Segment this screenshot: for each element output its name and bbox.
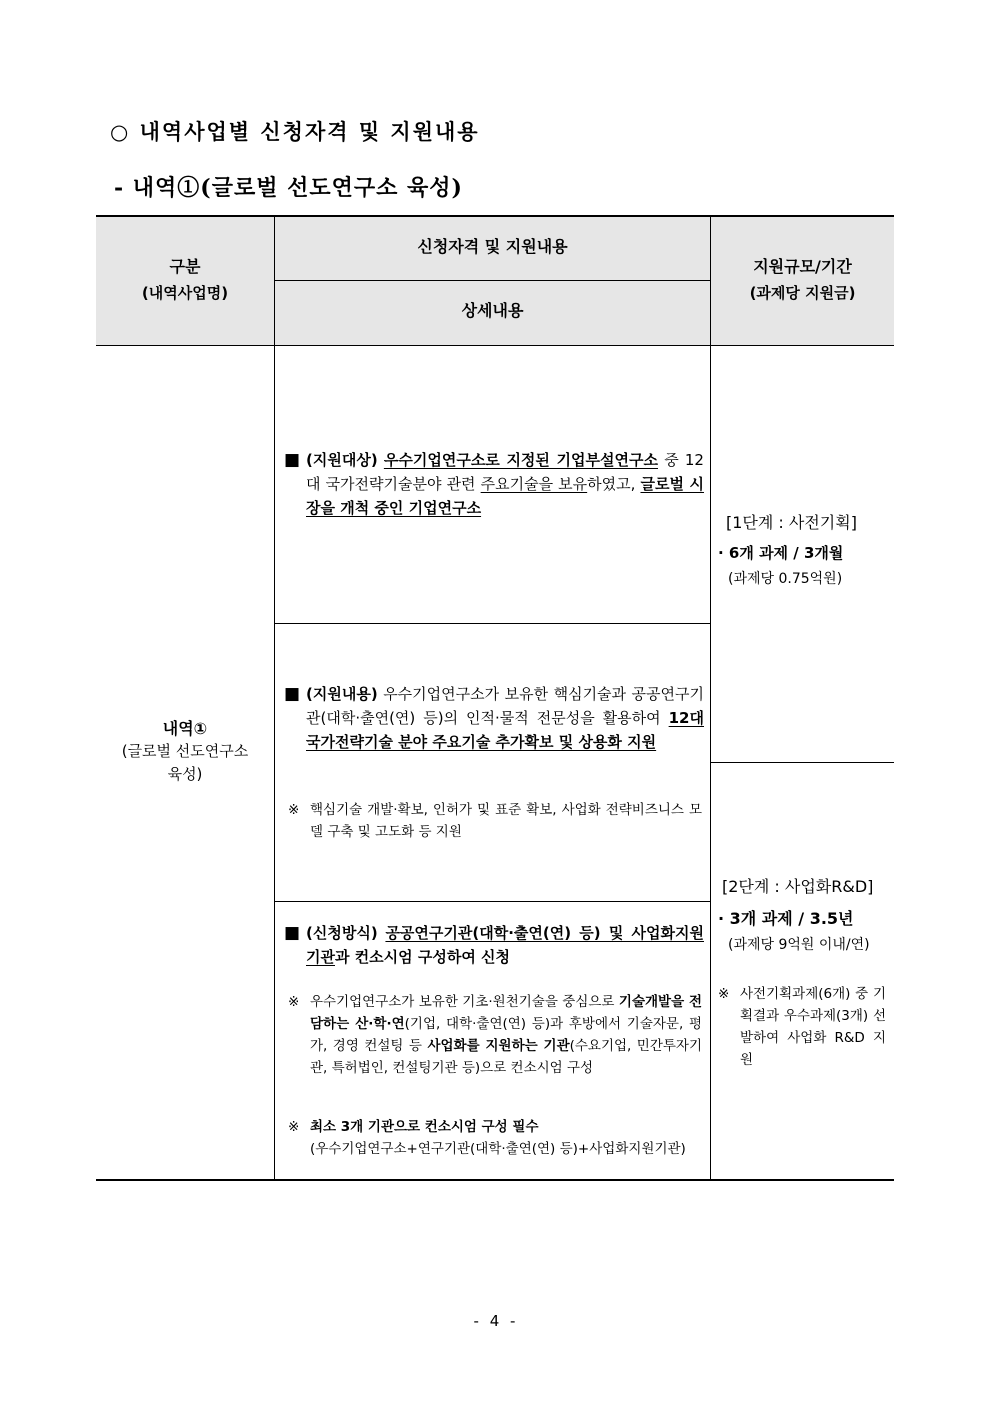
- row-label-sub1: (글로벌 선도연구소: [121, 742, 249, 760]
- row-label: [96, 717, 274, 786]
- application-method-t1: 과 컨소시엄 구성하여 신청: [334, 948, 511, 966]
- stage2-note-text: 사전기획과제(6개) 중 기획결과 우수과제(3개) 선발하여 사업화 R&D 지원: [740, 986, 886, 1068]
- row-divider-2: [274, 901, 711, 902]
- support-target-u3: 글로벌 시장을 개척 중인 기업연구소: [306, 475, 704, 517]
- consortium-note-c: (기업, 대학·출연(연) 등)과 후방에서 기술자문, 평가, 경영 컨설팅 등: [310, 1016, 703, 1054]
- support-target-t2: 하였고,: [587, 475, 636, 493]
- header-col3-subtitle: (과제당 지원금): [749, 284, 856, 302]
- header-col2-top: 신청자격 및 지원내용: [417, 237, 568, 256]
- support-content-block: [284, 682, 704, 754]
- col-divider-2: [710, 216, 711, 1180]
- subsection-heading: - 내역①(글로벌 선도연구소 육성): [114, 175, 463, 201]
- support-content-t1: 우수기업연구소가 보유한 핵심기술과 공공연구기관(대학·출연(연) 등)의 인적·물적 전문성을 활용하여: [306, 685, 704, 727]
- support-target-t1: 중 12대 국가전략기술분야 관련: [306, 451, 704, 493]
- stage2-block: [718, 874, 890, 958]
- reference-mark-icon: ※: [288, 1119, 300, 1135]
- header-mid-line: [274, 280, 711, 281]
- row-label-sub2: 육성): [167, 765, 203, 783]
- row-divider-right: [711, 762, 894, 763]
- minimum-consortium-sub: (우수기업연구소+연구기관(대학·출연(연) 등)+사업화지원기관): [310, 1141, 686, 1157]
- reference-mark-icon: ※: [718, 986, 730, 1002]
- stage1-title: [1단계 : 사전기획]: [726, 513, 857, 532]
- support-content-u1: 12대 국가전략기술 분야 주요기술 추가확보 및 상용화 지원: [306, 709, 704, 751]
- stage1-block: [718, 510, 890, 592]
- consortium-note: [288, 991, 702, 1079]
- table-bottom-border: [96, 1179, 894, 1181]
- consortium-note-b2: 사업화를 지원하는 기관: [427, 1038, 570, 1054]
- support-content-tag: (지원내용): [306, 685, 378, 703]
- reference-mark-icon: ※: [288, 802, 300, 818]
- minimum-consortium-title: 최소 3개 기관으로 컨소시엄 구성 필수: [310, 1119, 539, 1135]
- header-bottom-border: [96, 345, 894, 346]
- stage2-sub: (과제당 9억원 이내/연): [728, 937, 870, 953]
- support-target-block: [284, 448, 704, 520]
- page-number: - 4 -: [473, 1312, 519, 1330]
- square-bullet-icon: ■: [284, 450, 301, 470]
- application-method-block: [284, 921, 704, 969]
- application-method-u1: 공공연구기관(대학·출연(연) 등) 및 사업화지원기관: [306, 924, 704, 966]
- header-col1: [96, 254, 274, 306]
- header-col2-bottom: 상세내용: [461, 301, 524, 320]
- stage2-item: · 3개 과제 / 3.5년: [718, 909, 854, 928]
- header-col3: [711, 254, 894, 306]
- reference-mark-icon: ※: [288, 994, 300, 1010]
- row-divider-1: [274, 623, 711, 624]
- support-target-u1: 우수기업연구소로 지정된 기업부설연구소: [383, 451, 658, 469]
- square-bullet-icon: ■: [284, 923, 301, 943]
- support-target-u2: 주요기술을 보유: [480, 475, 588, 493]
- minimum-consortium-note: [288, 1116, 702, 1160]
- col-divider-1: [274, 216, 275, 1180]
- application-method-tag: (신청방식): [306, 924, 378, 942]
- header-col3-title: 지원규모/기간: [753, 257, 852, 276]
- stage2-title: [2단계 : 사업화R&D]: [722, 877, 874, 896]
- square-bullet-icon: ■: [284, 684, 301, 704]
- stage1-item: · 6개 과제 / 3개월: [718, 544, 844, 562]
- support-content-note-text: 핵심기술 개발·확보, 인허가 및 표준 확보, 사업화 전략비즈니스 모델 구축 및 고도화 등 지원: [310, 802, 702, 840]
- header-col1-subtitle: (내역사업명): [141, 284, 229, 302]
- support-content-note: [288, 799, 702, 843]
- consortium-note-a: 우수기업연구소가 보유한 기초·원천기술을 중심으로: [310, 994, 615, 1010]
- support-target-tag: (지원대상): [306, 451, 378, 469]
- stage2-note: [718, 983, 886, 1071]
- stage1-sub: (과제당 0.75억원): [728, 571, 843, 587]
- row-label-title: 내역①: [162, 719, 208, 738]
- consortium-note-d: (수요기업, 민간투자기관, 특허법인, 컨설팅기관 등)으로 컨소시엄 구성: [310, 1038, 703, 1076]
- table-top-border: [96, 215, 894, 217]
- section-heading: ○ 내역사업별 신청자격 및 지원내용: [110, 119, 480, 144]
- consortium-note-b1: 기술개발을 전담하는 산·학·연: [310, 994, 703, 1032]
- header-col1-title: 구분: [169, 257, 201, 276]
